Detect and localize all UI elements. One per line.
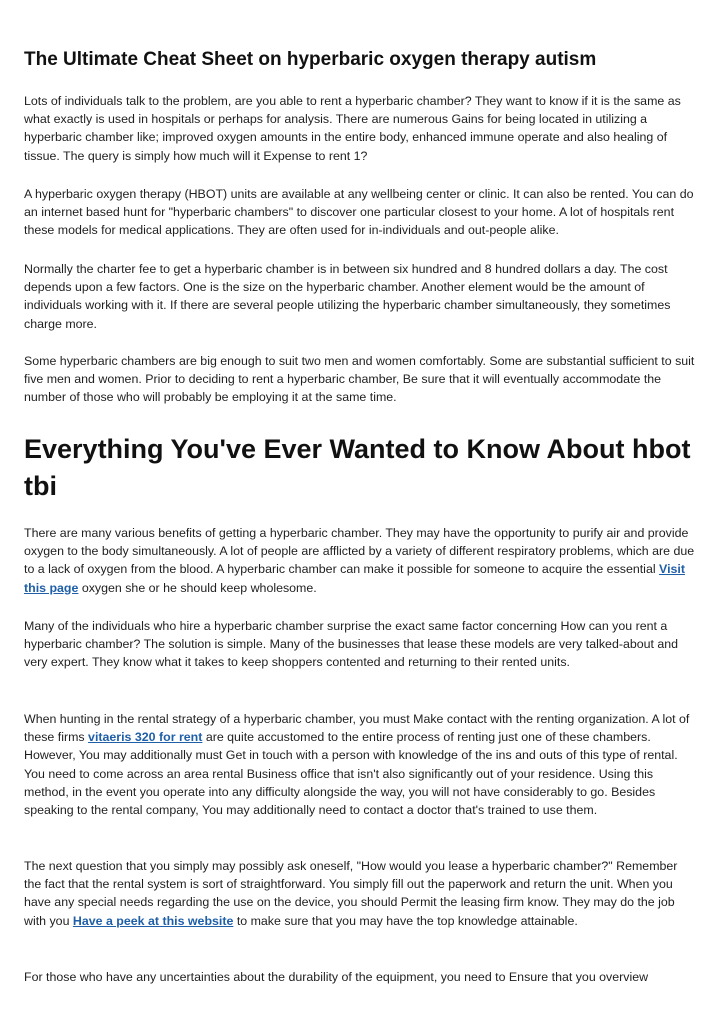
paragraph-3: Normally the charter fee to get a hyperbaric chamber is in between six hundred and 8 hundred dollars a day. The cost depends upon a few factors. One is the size on the hyperbaric chamber. Another element would be the amount of individuals working with it. If there are several people utilizing the hyperbaric chamber simultaneously, they sometimes charge more. — [24, 262, 671, 331]
paragraph-6: Many of the individuals who hire a hyperbaric chamber surprise the exact same factor concerning How can you rent a hyperbaric chamber? The solution is simple. Many of the businesses that lease these models are very talked-about and very expert. They know what it takes to keep shoppers contented and returning to their rented units. — [24, 619, 679, 670]
paragraph-7-text-after: are quite accustomed to the entire process of renting just one of these chambers. However, You may additionally must Get in touch with a person with knowledge of the ins and outs of this type of rental. You need to come across an area rental Business office that isn't also significantly out of your residence. Using this method, in the event you operate into any difficulty alongside the way, you will not have considerably to go. Besides speaking to the rental company, You may additionally need to contact a doctor that's trained to use them. — [24, 730, 678, 818]
paragraph-8-text-before: The next question that you simply may possibly ask oneself, "How would you lease a hyperbaric chamber?" Remember the fact that the rental system is sort of straightforward. You simply fill out the paperwork and return the unit. When you have any special needs regarding the use on the device, you should Permit the leasing firm know. They may do the job with you — [24, 859, 678, 928]
paragraph-1: Lots of individuals talk to the problem, are you able to rent a hyperbaric chamber? They want to know if it is the same as what exactly is used in hospitals or perhaps for analysis. There are numerous Gains for being located in utilizing a hyperbaric chamber like; improved oxygen amounts in the entire body, enhanced immune operate and also healing of tissue. The query is simply how much will it Expense to rent 1? — [24, 94, 681, 163]
paragraph-2: A hyperbaric oxygen therapy (HBOT) units are available at any wellbeing center or clinic. It can also be rented. You can do an internet based hunt for "hyperbaric chambers" to discover one particular closest to your home. A lot of hospitals rent these models for medical applications. They are often used for in-individuals and out-people alike. — [24, 187, 694, 238]
section-heading: Everything You've Ever Wanted to Know About hbot tbi — [24, 434, 691, 501]
paragraph-5-text-before: There are many various benefits of getting a hyperbaric chamber. They may have the opportunity to purify air and provide oxygen to the body simultaneously. A lot of people are afflicted by a variety of different respiratory problems, which are due to a lack of oxygen from the blood. A hyperbaric chamber can make it possible for someone to acquire the essential — [24, 526, 695, 577]
paragraph-5 — [24, 524, 696, 597]
page-title: The Ultimate Cheat Sheet on hyperbaric oxygen therapy autism — [24, 49, 597, 70]
paragraph-7-text-before: When hunting in the rental strategy of a hyperbaric chamber, you must Make contact with the renting organization. A lot of these firms — [24, 712, 690, 745]
paragraph-5-text-after: oxygen she or he should keep wholesome. — [78, 580, 317, 595]
paragraph-8-text-after: to make sure that you may have the top knowledge attainable. — [233, 913, 578, 928]
paragraph-9: For those who have any uncertainties about the durability of the equipment, you need to Ensure that you overview — [24, 970, 649, 984]
paragraph-4: Some hyperbaric chambers are big enough to suit two men and women comfortably. Some are substantial sufficient to suit five men and women. Prior to deciding to rent a hyperbaric chamber, Be sure that it will eventually accommodate the number of those who will probably be employing it at the same time. — [24, 354, 695, 405]
visit-this-page-link[interactable]: Visit this page — [24, 562, 685, 595]
paragraph-7 — [24, 710, 696, 819]
have-a-peek-link[interactable]: Have a peek at this website — [72, 913, 234, 928]
paragraph-8 — [24, 857, 696, 930]
vitaeris-320-for-rent-link[interactable]: vitaeris 320 for rent — [88, 730, 203, 745]
